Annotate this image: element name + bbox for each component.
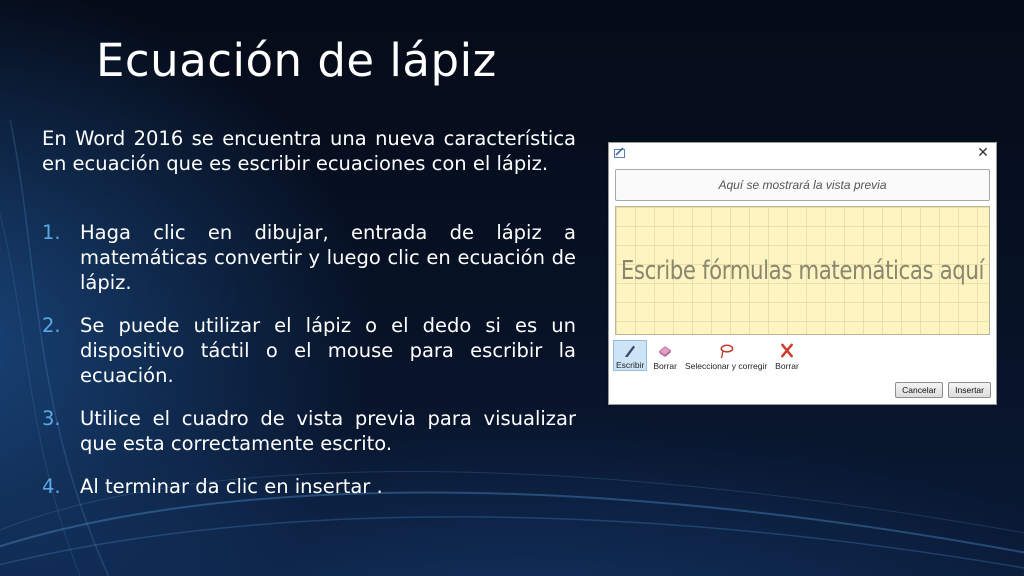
writing-area[interactable] bbox=[615, 206, 990, 335]
write-tool-button[interactable] bbox=[613, 340, 647, 371]
erase-tool-button[interactable] bbox=[651, 340, 679, 371]
select-correct-tool-label: Seleccionar y corregir bbox=[684, 361, 768, 371]
list-item bbox=[42, 474, 576, 499]
step-number: 3. bbox=[42, 407, 61, 430]
list-item bbox=[42, 220, 576, 295]
steps-list bbox=[42, 220, 576, 499]
slide-title: Ecuación de lápiz bbox=[96, 34, 497, 87]
close-icon[interactable]: ✕ bbox=[977, 144, 989, 160]
writing-hint: Escribe fórmulas matemáticas aquí bbox=[620, 255, 985, 286]
ink-equation-app-icon bbox=[614, 147, 626, 158]
step-number: 1. bbox=[42, 221, 61, 244]
ink-equation-dialog bbox=[608, 142, 997, 405]
pen-icon bbox=[621, 343, 639, 358]
step-text: Se puede utilizar el lápiz o el dedo si es un dispositivo táctil o el mouse para escribir la ecuación. bbox=[80, 314, 576, 387]
write-tool-label: Escribir bbox=[616, 360, 645, 370]
erase-tool-label: Borrar bbox=[653, 361, 677, 371]
clear-x-icon bbox=[778, 342, 796, 359]
step-text: Utilice el cuadro de vista previa para visualizar que esta correctamente escrito. bbox=[80, 407, 576, 455]
step-text: Al terminar da clic en insertar . bbox=[80, 475, 383, 498]
insert-button[interactable]: Insertar bbox=[948, 382, 991, 398]
step-number: 4. bbox=[42, 475, 61, 498]
ink-toolbar bbox=[613, 340, 801, 374]
cancel-button[interactable]: Cancelar bbox=[895, 382, 943, 398]
lasso-icon bbox=[717, 342, 735, 359]
dialog-buttons bbox=[895, 382, 991, 398]
intro-paragraph: En Word 2016 se encuentra una nueva característica en ecuación que es escribir ecuaciones con el lápiz. bbox=[42, 127, 576, 175]
step-text: Haga clic en dibujar, entrada de lápiz a matemáticas convertir y luego clic en ecuación de lápiz. bbox=[80, 221, 576, 294]
select-correct-tool-button[interactable] bbox=[683, 340, 769, 371]
list-item bbox=[42, 406, 576, 456]
step-number: 2. bbox=[42, 314, 61, 337]
preview-box: Aquí se mostrará la vista previa bbox=[615, 169, 990, 201]
clear-tool-label: Borrar bbox=[775, 361, 799, 371]
clear-tool-button[interactable] bbox=[773, 340, 801, 371]
list-item bbox=[42, 313, 576, 388]
dialog-titlebar bbox=[609, 143, 996, 163]
eraser-icon bbox=[656, 342, 674, 359]
